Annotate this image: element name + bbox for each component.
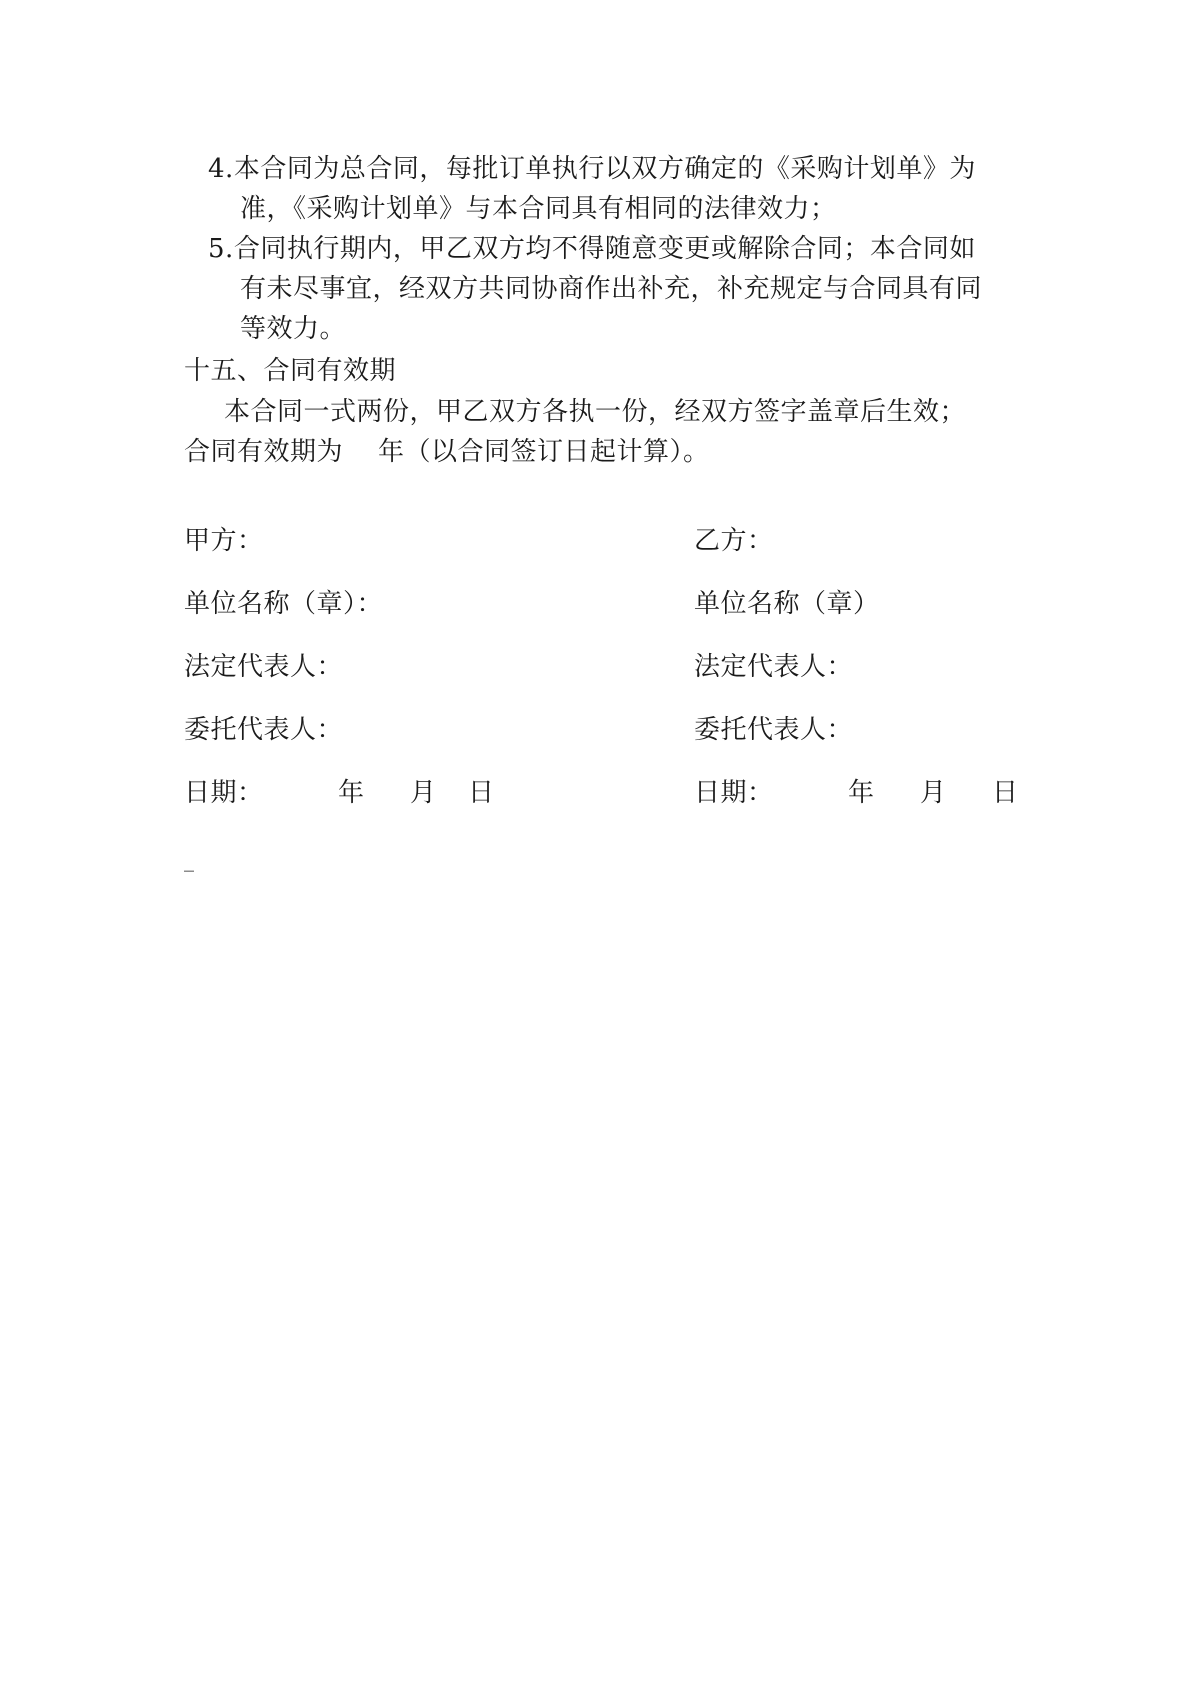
clause-4-number: 4.: [208, 154, 234, 184]
party-a-date-day: 日: [468, 778, 495, 808]
party-a-unit-name: 单位名称（章）：: [184, 589, 384, 619]
clause-4-line-1: [208, 150, 976, 188]
party-b-legal-rep: 法定代表人：: [694, 652, 854, 682]
clause-5-number: 5.: [208, 234, 234, 264]
clause-4-line-2: 准，《采购计划单》与本合同具有相同的法律效力；: [240, 194, 837, 224]
clause-5-text-1: 合同执行期内，甲乙双方均不得随意变更或解除合同；本合同如: [233, 234, 976, 264]
section-heading: 十五、合同有效期: [184, 356, 397, 386]
clause-5-line-3: 等效力。: [240, 314, 347, 344]
party-b-label: 乙方：: [694, 526, 774, 556]
clause-5-line-1: [208, 230, 976, 268]
party-b-unit-name: 单位名称（章）: [694, 589, 880, 619]
party-b-date-year: 年: [848, 778, 875, 808]
party-b-date-day: 日: [992, 778, 1019, 808]
section-paragraph-line-1: 本合同一式两份，甲乙双方各执一份，经双方签字盖章后生效；: [224, 397, 967, 427]
clause-5-line-2: 有未尽事宜，经双方共同协商作出补充，补充规定与合同具有同: [240, 274, 983, 304]
party-a-label: 甲方：: [184, 526, 264, 556]
party-a-date-month: 月: [410, 778, 437, 808]
footer-mark: _: [184, 848, 194, 872]
party-b-agent: 委托代表人：: [694, 715, 854, 745]
party-a-legal-rep: 法定代表人：: [184, 652, 344, 682]
party-a-agent: 委托代表人：: [184, 715, 344, 745]
party-a-date-year: 年: [338, 778, 365, 808]
party-b-date-label: 日期：: [694, 778, 774, 808]
clause-4-text-1: 本合同为总合同，每批订单执行以双方确定的《采购计划单》为: [233, 154, 976, 184]
party-b-date-month: 月: [920, 778, 947, 808]
section-paragraph-line-2: 合同有效期为 年（以合同签订日起计算）。: [184, 437, 710, 467]
party-a-date-label: 日期：: [184, 778, 264, 808]
